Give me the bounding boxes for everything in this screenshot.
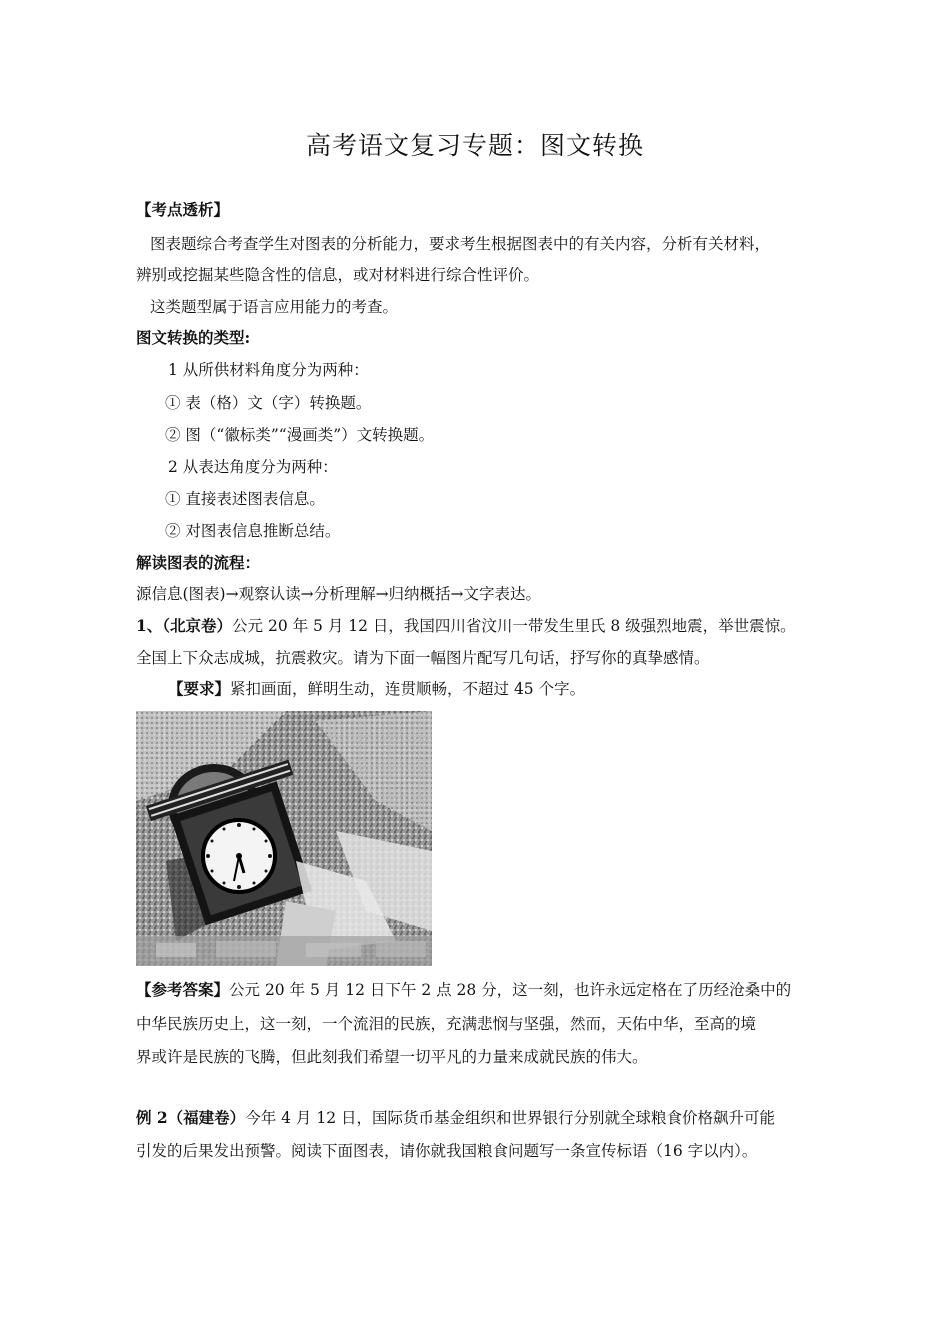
question-2-line-2: 引发的后果发出预警。阅读下面图表，请你就我国粮食问题写一条宣传标语（16 字以内）。 [136,1142,758,1160]
kaodian-heading: 【考点透析】 [136,200,230,219]
answer-label: 【参考答案】 [136,980,230,999]
intro-paragraph-line-1: 图表题综合考查学生对图表的分析能力，要求考生根据图表中的有关内容，分析有关材料， [150,235,771,253]
question-1-text-1: 公元 20 年 5 月 12 日，我国四川省汶川一带发生里氏 8 级强烈地震，举世震惊。 [232,617,796,635]
answer-line-1 [136,979,836,1001]
question-1-label: 1、（北京卷） [136,616,233,635]
types-heading: 图文转换的类型: [136,328,251,347]
process-text: 源信息(图表)→观察认读→分析理解→归纳概括→文字表达。 [136,585,542,603]
earthquake-clock-photo [136,711,432,966]
question-1-line-1 [136,615,836,637]
types-item-1b: ② 图（“徽标类”“漫画类”）文转换题。 [165,426,435,444]
types-item-1: 1 从所供材料角度分为两种： [168,361,369,379]
requirement-label: 【要求】 [168,679,231,698]
types-item-2a: ① 直接表述图表信息。 [165,490,325,508]
answer-line-3: 界或许是民族的飞腾，但此刻我们希望一切平凡的力量来成就民族的伟大。 [136,1048,648,1066]
intro-paragraph-line-2: 辨别或挖掘某些隐含性的信息，或对材料进行综合性评价。 [136,266,540,284]
process-heading: 解读图表的流程： [136,553,261,572]
question-2-text-1: 今年 4 月 12 日，国际货币基金组织和世界银行分别就全球粮食价格飙升可能 [245,1109,775,1127]
intro-paragraph-2: 这类题型属于语言应用能力的考查。 [150,298,399,316]
page-title: 高考语文复习专题：图文转换 [305,131,644,160]
question-2-line-1 [136,1107,836,1129]
answer-line-2: 中华民族历史上，这一刻，一个流泪的民族，充满悲悯与坚强，然而，天佑中华，至高的境 [136,1015,757,1033]
question-2-label: 例 2（福建卷） [136,1108,246,1127]
question-1-line-2: 全国上下众志成城，抗震救灾。请为下面一幅图片配写几句话，抒写你的真挚感情。 [136,649,710,667]
requirement-text: 紧扣画面，鲜明生动，连贯顺畅，不超过 45 个字。 [230,680,586,698]
answer-text-1: 公元 20 年 5 月 12 日下午 2 点 28 分，这一刻，也许永远定格在了历经沧桑中的 [229,981,792,999]
question-1-requirement [168,678,868,700]
types-item-2: 2 从表达角度分为两种： [168,458,338,476]
types-item-2b: ② 对图表信息推断总结。 [165,522,341,540]
types-item-1a: ① 表（格）文（字）转换题。 [165,394,372,412]
